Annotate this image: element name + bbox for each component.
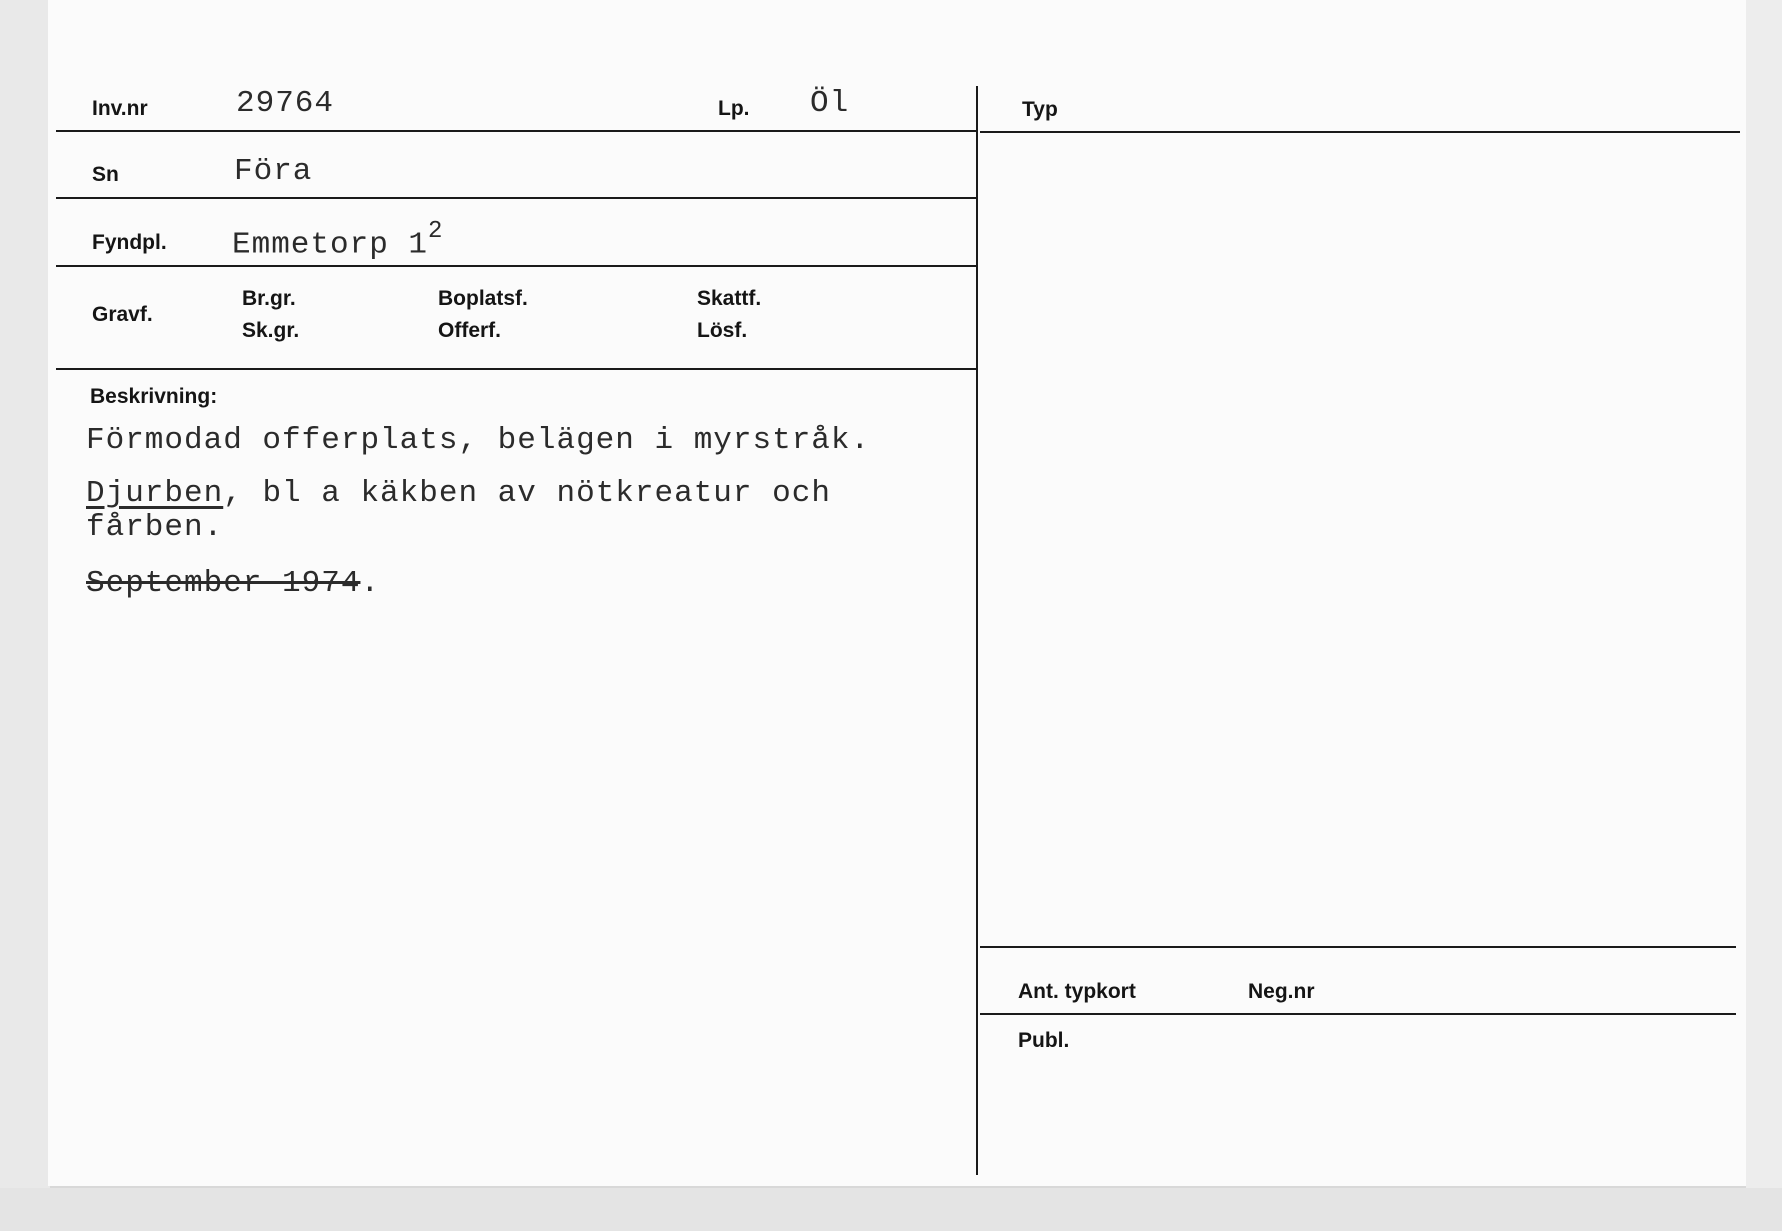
rule-inv (56, 130, 976, 132)
offerf-label: Offerf. (438, 319, 501, 342)
losf-label: Lösf. (697, 319, 748, 342)
inv-nr-label: Inv.nr (92, 97, 148, 120)
sn-value: Föra (234, 154, 313, 189)
sn-label: Sn (92, 163, 119, 186)
column-divider (976, 86, 978, 1175)
beskrivning-label: Beskrivning: (90, 385, 218, 408)
lp-label: Lp. (718, 97, 750, 120)
lp-value: Öl (810, 86, 850, 121)
skattf-label: Skattf. (697, 287, 762, 310)
rule-gravf (56, 368, 976, 370)
neg-nr-label: Neg.nr (1248, 980, 1315, 1003)
rule-ant-typkort-bottom (980, 1013, 1736, 1015)
gravf-label: Gravf. (92, 303, 153, 326)
rule-typ (980, 131, 1740, 133)
card-edge-bottom (0, 1188, 1782, 1231)
ant-typkort-label: Ant. typkort (1018, 980, 1136, 1003)
description-line-2-rest: , bl a käkben av nötkreatur och (223, 476, 831, 511)
description-line-4-end: . (360, 566, 381, 601)
rule-sn (56, 197, 976, 199)
skgr-label: Sk.gr. (242, 319, 300, 342)
rule-fyndpl (56, 265, 976, 267)
description-text (86, 424, 986, 601)
inv-nr-value: 29764 (236, 86, 335, 121)
publ-label: Publ. (1018, 1029, 1070, 1052)
description-line-2 (86, 477, 986, 511)
description-line-1: Förmodad offerplats, belägen i myrstråk. (86, 423, 871, 458)
fyndpl-value (232, 218, 444, 263)
fyndpl-label: Fyndpl. (92, 231, 167, 254)
boplatsf-label: Boplatsf. (438, 287, 528, 310)
description-line-4 (86, 567, 986, 601)
description-struck-date: September 1974 (86, 566, 361, 601)
rule-ant-typkort-top (980, 946, 1736, 948)
fyndpl-value-text: Emmetorp 1 (232, 227, 429, 263)
fyndpl-value-sup: 2 (428, 218, 444, 245)
description-line-3: fårben. (86, 510, 224, 545)
card-edge-right (1746, 0, 1782, 1231)
brgr-label: Br.gr. (242, 287, 296, 310)
description-underlined-word: Djurben (86, 476, 224, 511)
typ-label: Typ (1022, 98, 1058, 121)
